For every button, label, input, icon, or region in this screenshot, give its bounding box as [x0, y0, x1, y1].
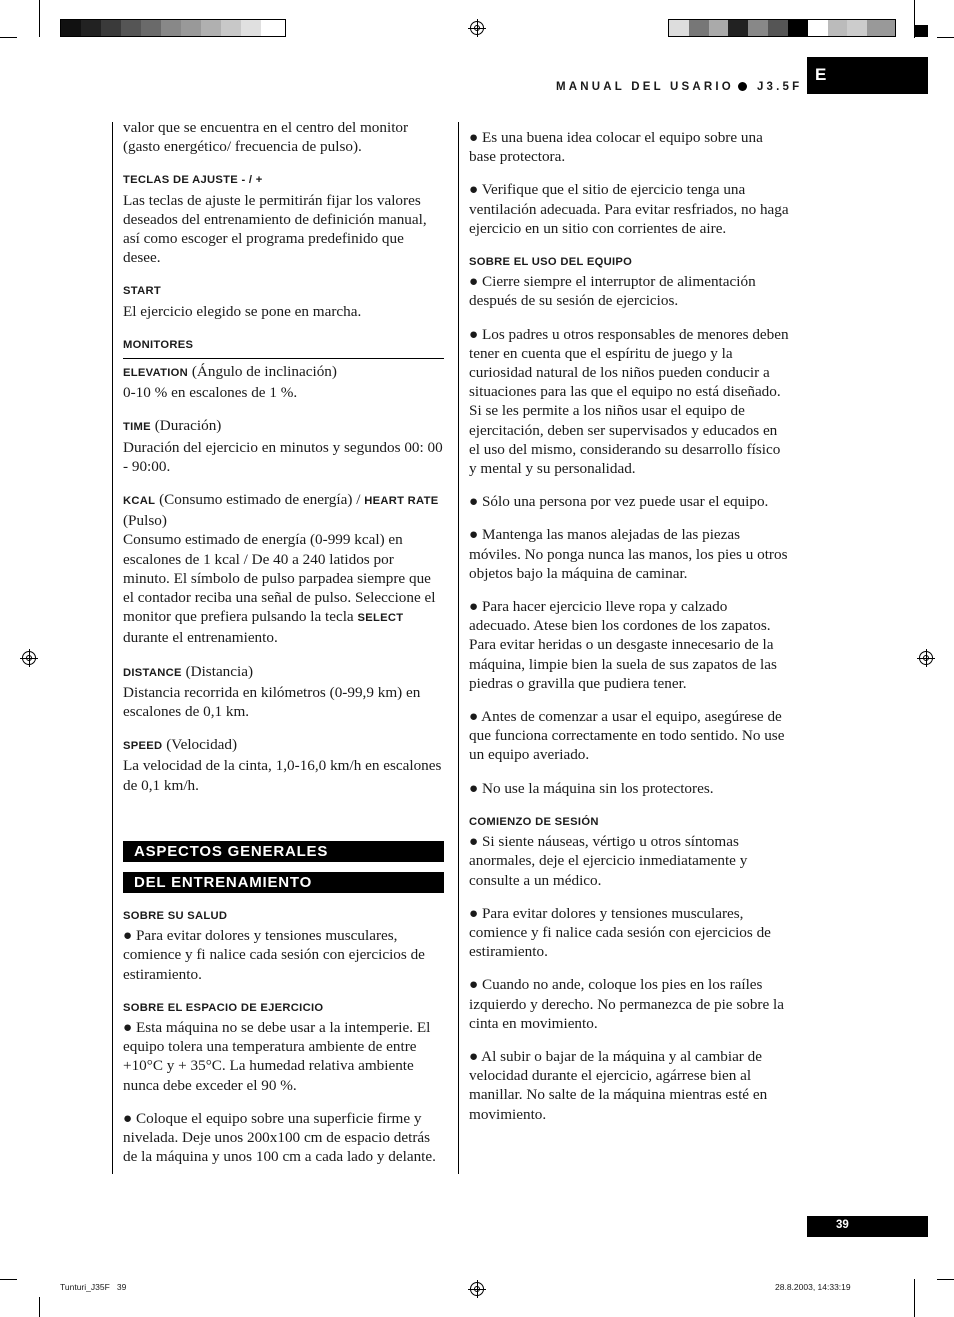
speed-paragraph: La velocidad de la cinta, 1,0-16,0 km/h en escalones de 0,1 km/h. — [123, 757, 442, 794]
registration-mark-icon — [470, 21, 484, 35]
footer-file-label: Tunturi_J35F 39 — [60, 1282, 127, 1292]
espacio-paragraph-1: ● Esta máquina no se debe usar a la intemperie. El equipo tolera una temperatura ambiente de entre +10°C y + 35°C. La humedad relativa ambiente nunca debe exceder el 90 %. — [123, 1018, 431, 1094]
heart-rate-label: HEART RATE — [364, 495, 439, 508]
kcal-label: KCAL — [123, 495, 156, 508]
comienzo-heading: COMIENZO DE SESIÓN — [469, 815, 599, 828]
start-heading: START — [123, 285, 161, 298]
section-band-title-2: DEL ENTRENAMIENTO — [123, 872, 444, 893]
right-paragraph-6: ● Mantenga las manos alejadas de las piezas móviles. No ponga nunca las manos, los pies u otros objetos bajo la máquina de caminar. — [469, 526, 788, 582]
monitores-heading: MONITORES — [123, 336, 444, 359]
crop-mark — [39, 1297, 40, 1317]
section-band-title-1: ASPECTOS GENERALES — [123, 841, 444, 862]
kcal-entry — [123, 490, 444, 530]
running-header — [556, 81, 802, 93]
espacio-paragraph-2: ● Coloque el equipo sobre una superficie firme y nivelada. Deje unos 200x100 cm de espacio detrás de la máquina y unos 100 cm a cada lado y delante. — [123, 1109, 436, 1166]
registration-mark-icon — [470, 1282, 484, 1296]
kcal-paragraph — [123, 530, 444, 647]
right-paragraph-8: ● Antes de comenzar a usar el equipo, asegúrese de que funciona correctamente en todo sentido. No use un equipo averiado. — [469, 708, 785, 764]
uso-heading: SOBRE EL USO DEL EQUIPO — [469, 256, 633, 269]
kcal-text: Consumo estimado de energía (0-999 kcal) en escalones de 1 kcal / De 40 a 240 latidos por minuto. El símbolo de pulso parpadea siempre que el contador reciba una señal de pulso. Seleccione el monitor que prefiera pulsando la tecla — [123, 531, 436, 626]
right-paragraph-7: ● Para hacer ejercicio lleve ropa y calzado adecuado. Atese bien los cordones de los zapatos. Para evitar heridas o un desgaste innecesario de la máquina, limpie bien la suela de sus zapatos de las piedras o gravilla que pudiera tener. — [469, 598, 777, 692]
right-paragraph-5: ● Sólo una persona por vez puede usar el equipo. — [469, 493, 769, 511]
kcal-text-end: durante el entrenamiento. — [123, 629, 278, 647]
right-paragraph-12: ● Cuando no ande, coloque los pies en los raíles izquierdo y derecho. No permanezca de pie sobre la cinta en movimiento. — [469, 976, 784, 1032]
bullet-dot-icon — [738, 82, 747, 91]
right-paragraph-11: ● Para evitar dolores y tensiones musculares, comience y fi nalice cada sesión con ejercicios de estiramiento. — [469, 904, 771, 961]
column-rule-right — [458, 122, 459, 1174]
registration-mark-icon — [919, 651, 933, 665]
crop-mark — [0, 37, 17, 38]
right-paragraph-3: ● Cierre siempre el interruptor de alimentación después de su sesión de ejercicios. — [469, 273, 756, 310]
select-label: SELECT — [357, 612, 404, 625]
time-label: TIME — [123, 421, 151, 434]
model-label: J3.5F — [756, 81, 803, 93]
heart-paren: (Pulso) — [123, 512, 167, 530]
elevation-entry — [123, 362, 444, 383]
distance-paren: (Distancia) — [185, 662, 254, 680]
manual-label: MANUAL DEL USARIO — [556, 81, 734, 93]
right-paragraph-9: ● No use la máquina sin los protectores. — [469, 779, 714, 797]
left-column — [123, 118, 444, 1166]
intro-paragraph: valor que se encuentra en el centro del monitor (gasto energético/ frecuencia de pulso). — [123, 119, 409, 156]
right-paragraph-10: ● Si siente náuseas, vértigo u otros síntomas anormales, deje el ejercicio inmediatamente y consulte a un médico. — [469, 833, 748, 889]
speed-paren: (Velocidad) — [166, 736, 238, 754]
time-paragraph: Duración del ejercicio en minutos y segundos 00: 00 - 90:00. — [123, 438, 443, 475]
column-rule-left — [112, 122, 113, 1174]
black-corner-square — [914, 25, 928, 37]
crop-mark — [0, 1279, 17, 1280]
salud-heading: SOBRE SU SALUD — [123, 909, 228, 922]
right-paragraph-2: ● Verifique que el sitio de ejercicio tenga una ventilación adecuada. Para evitar resfriados, no haga ejercicio en un sitio con corrientes de aire. — [469, 181, 789, 237]
kcal-paren: (Consumo estimado de energía) / — [159, 491, 361, 509]
crop-mark — [937, 37, 954, 38]
grayscale-bar-right — [668, 19, 896, 37]
crop-mark — [39, 0, 40, 37]
teclas-paragraph: Las teclas de ajuste le permitirán fijar los valores deseados del entrenamiento de definición manual, así como escoger el programa predefinido que desee. — [123, 191, 427, 267]
right-column — [469, 128, 791, 1124]
distance-entry — [123, 662, 444, 683]
espacio-heading: SOBRE EL ESPACIO DE EJERCICIO — [123, 1001, 324, 1014]
salud-paragraph: ● Para evitar dolores y tensiones musculares, comience y fi nalice cada sesión con ejercicios de estiramiento. — [123, 927, 425, 983]
time-entry — [123, 416, 444, 437]
crop-mark — [914, 1279, 915, 1317]
elevation-label: ELEVATION — [123, 367, 189, 380]
right-paragraph-1: ● Es una buena idea colocar el equipo sobre una base protectora. — [469, 129, 763, 166]
right-paragraph-4: ● Los padres u otros responsables de menores deben tener en cuenta que el espíritu de juego y la curiosidad natural de los niños pueden conducir a situaciones para las que el equipo no está diseñado. Si se les permite a los niños usar el equipo de ejercitación, deben ser supervisados y educados en el uso del mismo, considerando su desarrollo físico y mental y su personalidad. — [469, 325, 789, 478]
elevation-paragraph: 0-10 % en escalones de 1 %. — [123, 384, 298, 402]
crop-mark — [937, 1279, 954, 1280]
start-paragraph: El ejercicio elegido se pone en marcha. — [123, 302, 362, 320]
grayscale-bar-left — [60, 19, 286, 37]
registration-mark-icon — [22, 651, 36, 665]
elevation-paren: (Ángulo de inclinación) — [191, 363, 337, 381]
distance-label: DISTANCE — [123, 666, 182, 679]
page-number: 39 — [807, 1216, 928, 1237]
language-tab: E — [807, 57, 928, 94]
right-paragraph-13: ● Al subir o bajar de la máquina y al cambiar de velocidad durante el ejercicio, agárrese bien al manillar. No salte de la máquina mientras esté en movimiento. — [469, 1047, 768, 1123]
footer-timestamp: 28.8.2003, 14:33:19 — [775, 1282, 851, 1292]
speed-entry — [123, 735, 444, 756]
time-paren: (Duración) — [154, 417, 222, 435]
speed-label: SPEED — [123, 740, 163, 753]
teclas-heading: TECLAS DE AJUSTE - / + — [123, 174, 263, 187]
distance-paragraph: Distancia recorrida en kilómetros (0-99,9 km) en escalones de 0,1 km. — [123, 683, 421, 721]
